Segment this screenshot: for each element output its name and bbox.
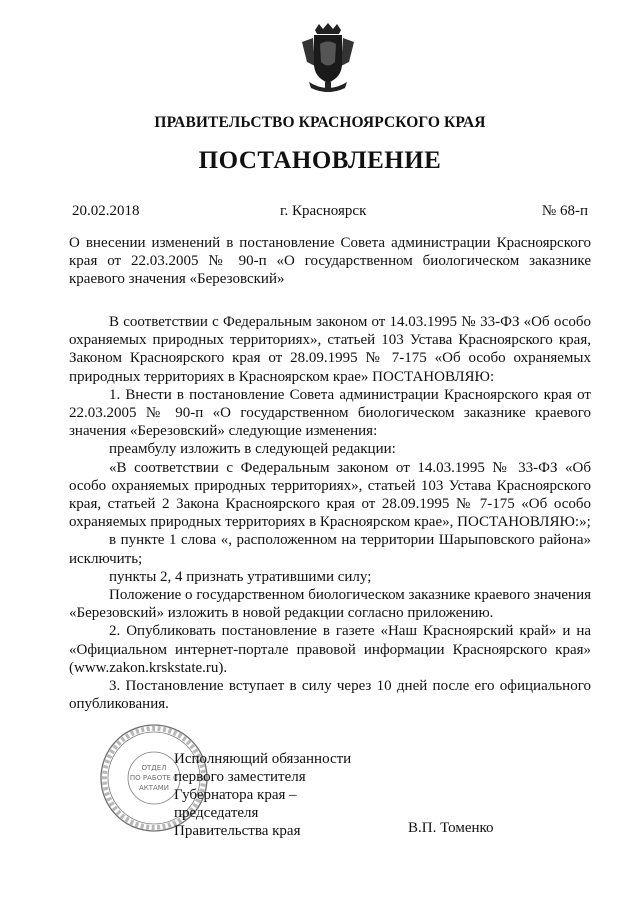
document-body [69,313,591,713]
stamp-line: АКТАМИ [138,784,170,792]
signature-line: Правительства края [174,823,301,839]
preamble-paragraph: В соответствии с Федеральным законом от 14.03.1995 № 33-ФЗ «Об особо охраняемых природных территориях», статьей 103 Устава Красноярского края, Законом Красноярского края от 28.09.1995 № 7-175 «Об особо охраняемых природных территориях в Красноярском крае» ПОСТАНОВЛЯЮ: [69,314,591,385]
body-paragraph: пункты 2, 4 признать утратившими силу; [109,568,372,585]
organization-title: ПРАВИТЕЛЬСТВО КРАСНОЯРСКОГО КРАЯ [154,114,486,131]
signature-line: Губернатора края – [174,787,297,803]
item-1-paragraph: 1. Внести в постановление Совета администрации Красноярского края от 22.03.2005 № 90-п «О государственном биологическом заказнике краевого значения «Березовский» следующие изменения: [69,386,591,440]
document-date: 20.02.2018 [72,203,140,219]
stamp-line: ОТДЕЛ [141,764,167,772]
signature-block [174,750,351,840]
document-subject: О внесении изменений в постановление Совета администрации Красноярского края от 22.03.2005 № 90-п «О государственном биологическом заказнике краевого значения «Березовский» [69,235,591,287]
signature-line: первого заместителя [174,769,306,785]
signatory-name: В.П. Томенко [408,820,494,836]
document-type: ПОСТАНОВЛЕНИЕ [198,147,442,174]
body-paragraph: в пункте 1 слова «, расположенном на территории Шарыповского района» исключить; [69,532,591,567]
coat-of-arms-icon [299,22,357,94]
document-city: г. Красноярск [280,203,367,219]
item-3-paragraph: 3. Постановление вступает в силу через 10 дней после его официального опубликования. [69,678,591,713]
signature-line: Исполняющий обязанности [174,751,352,767]
body-paragraph: преамбулу изложить в следующей редакции: [109,441,396,458]
document-number: № 68-п [541,203,588,219]
signature-line: председателя [174,805,259,821]
body-paragraph: Положение о государственном биологическом заказнике краевого значения «Березовский» изложить в новой редакции согласно приложению. [69,587,591,622]
item-2-paragraph: 2. Опубликовать постановление в газете «Наш Красноярский край» и на «Официальном интернет-портале правовой информации Красноярского края» (www.zakon.krskstate.ru). [69,623,591,676]
stamp-line: ПО РАБОТЕ С [129,774,179,782]
quoted-preamble-paragraph: «В соответствии с Федеральным законом от 14.03.1995 № 33-ФЗ «Об особо охраняемых природных территориях», статьей 103 Устава Красноярского края, статьей 2 Закона Красноярского края от 28.09.1995 № 7-175 «Об особо охраняемых природных территориях в Красноярском крае», ПОСТАНОВЛЯЮ:»; [69,459,591,531]
